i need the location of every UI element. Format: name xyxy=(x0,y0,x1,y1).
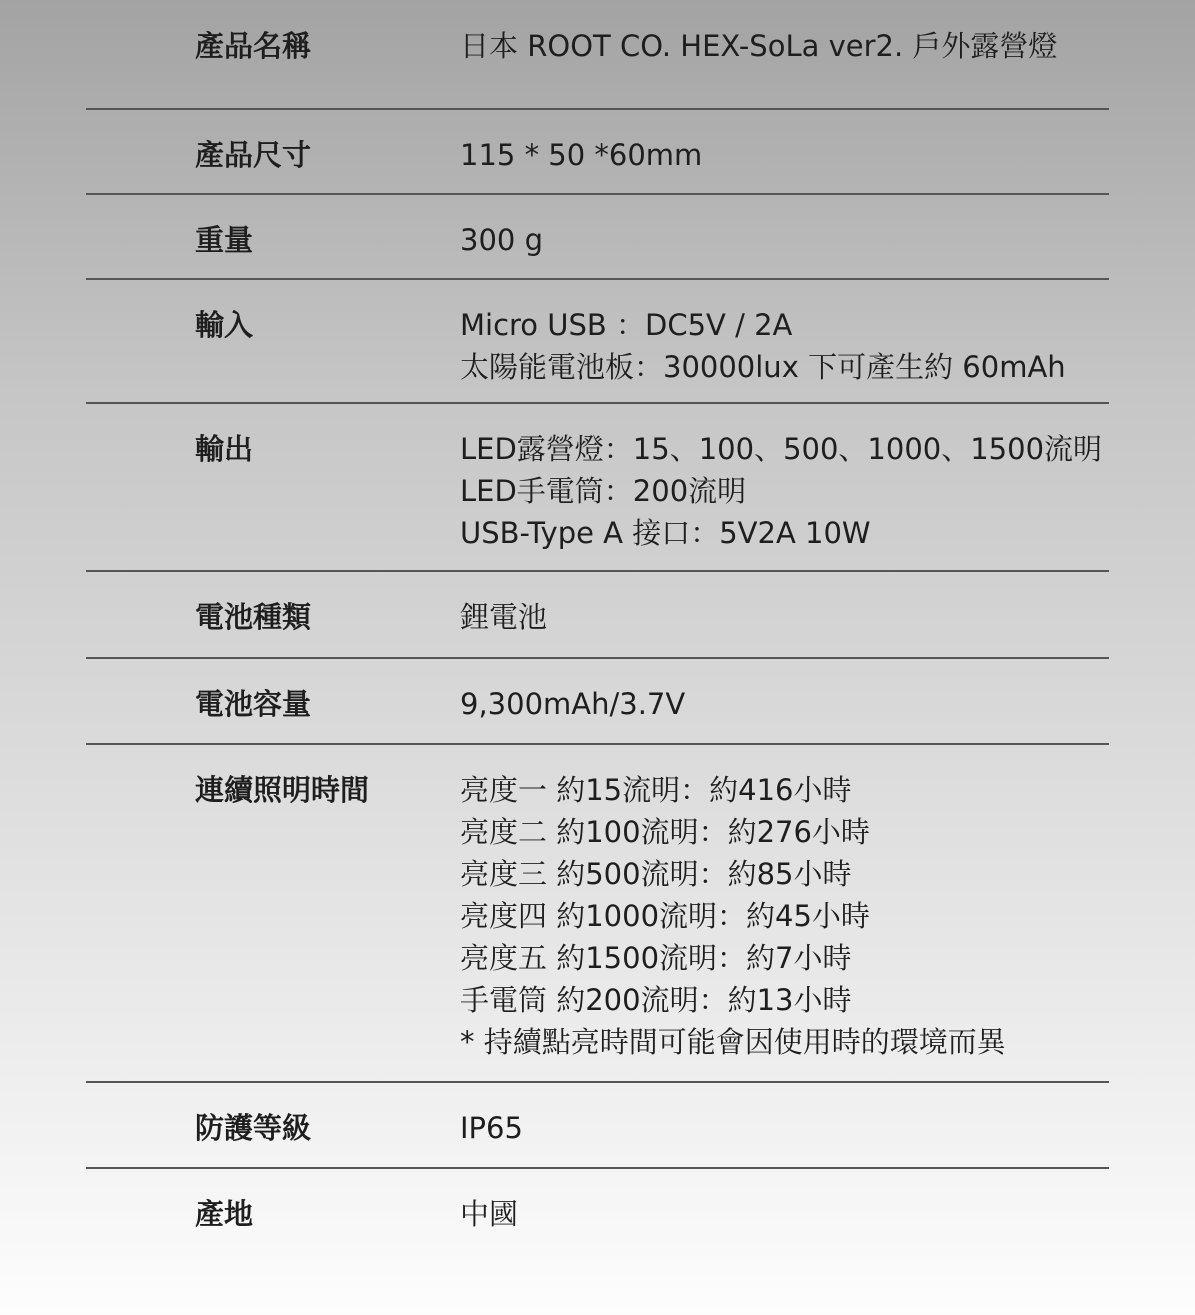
spec-value-line: 9,300mAh/3.7V xyxy=(460,687,686,721)
spec-row-dimensions xyxy=(86,110,1109,195)
spec-value-line: 太陽能電池板：30000lux 下可產生約 60mAh xyxy=(460,350,1066,384)
spec-value xyxy=(460,1107,1109,1148)
spec-value-line: 鋰電池 xyxy=(460,600,548,634)
spec-value xyxy=(460,219,1109,259)
spec-value xyxy=(460,428,1109,551)
spec-value xyxy=(460,25,1109,89)
spec-value-line: * 持續點亮時間可能會因使用時的環境而異 xyxy=(460,1025,1006,1059)
spec-row-weight xyxy=(86,195,1109,280)
spec-value-line: 亮度一 約15流明：約416小時 xyxy=(460,773,852,807)
spec-value-line: 亮度二 約100流明：約276小時 xyxy=(460,815,870,849)
spec-value-line: 亮度三 約500流明：約85小時 xyxy=(460,857,852,891)
spec-value xyxy=(460,1193,1109,1236)
spec-row-protection-rating xyxy=(86,1083,1109,1169)
spec-row-origin xyxy=(86,1169,1109,1255)
spec-row-battery-capacity xyxy=(86,659,1109,745)
spec-row-product-name xyxy=(86,0,1109,110)
spec-label: 電池容量 xyxy=(195,687,312,721)
spec-value-line: 亮度五 約1500流明：約7小時 xyxy=(460,941,852,975)
spec-value xyxy=(460,769,1109,1062)
spec-value-line: 日本 ROOT CO. HEX-SoLa ver2. 戶外露營燈 xyxy=(460,29,1058,63)
spec-row-output xyxy=(86,404,1109,572)
spec-value-line: Micro USB ：DC5V / 2A xyxy=(460,308,793,342)
spec-label: 產品名稱 xyxy=(195,29,312,63)
spec-label: 產地 xyxy=(195,1197,254,1231)
spec-label: 重量 xyxy=(195,223,254,257)
spec-value-line: 115 * 50 *60mm xyxy=(460,138,703,172)
spec-value-line: 300 g xyxy=(460,223,543,257)
spec-row-input xyxy=(86,280,1109,404)
spec-value-line: 手電筒 約200流明：約13小時 xyxy=(460,983,852,1017)
spec-row-battery-type xyxy=(86,572,1109,659)
spec-value xyxy=(460,683,1109,724)
spec-value xyxy=(460,596,1109,638)
spec-value-line: LED露營燈：15、100、500、1000、1500流明 xyxy=(460,432,1103,466)
spec-value-line: USB-Type A 接口：5V2A 10W xyxy=(460,516,871,550)
spec-value-line: IP65 xyxy=(460,1111,523,1145)
spec-value xyxy=(460,134,1109,174)
spec-label: 產品尺寸 xyxy=(195,138,312,172)
spec-label: 連續照明時間 xyxy=(195,773,370,807)
spec-value-line: 亮度四 約1000流明：約45小時 xyxy=(460,899,870,933)
spec-label: 輸出 xyxy=(195,432,254,466)
spec-label: 電池種類 xyxy=(195,600,312,634)
spec-value xyxy=(460,304,1109,383)
spec-value-line: LED手電筒：200流明 xyxy=(460,474,747,508)
spec-table xyxy=(86,0,1109,1255)
spec-label: 輸入 xyxy=(195,308,254,342)
spec-row-runtime xyxy=(86,745,1109,1083)
spec-value-line: 中國 xyxy=(460,1197,519,1231)
spec-label: 防護等級 xyxy=(195,1111,312,1145)
